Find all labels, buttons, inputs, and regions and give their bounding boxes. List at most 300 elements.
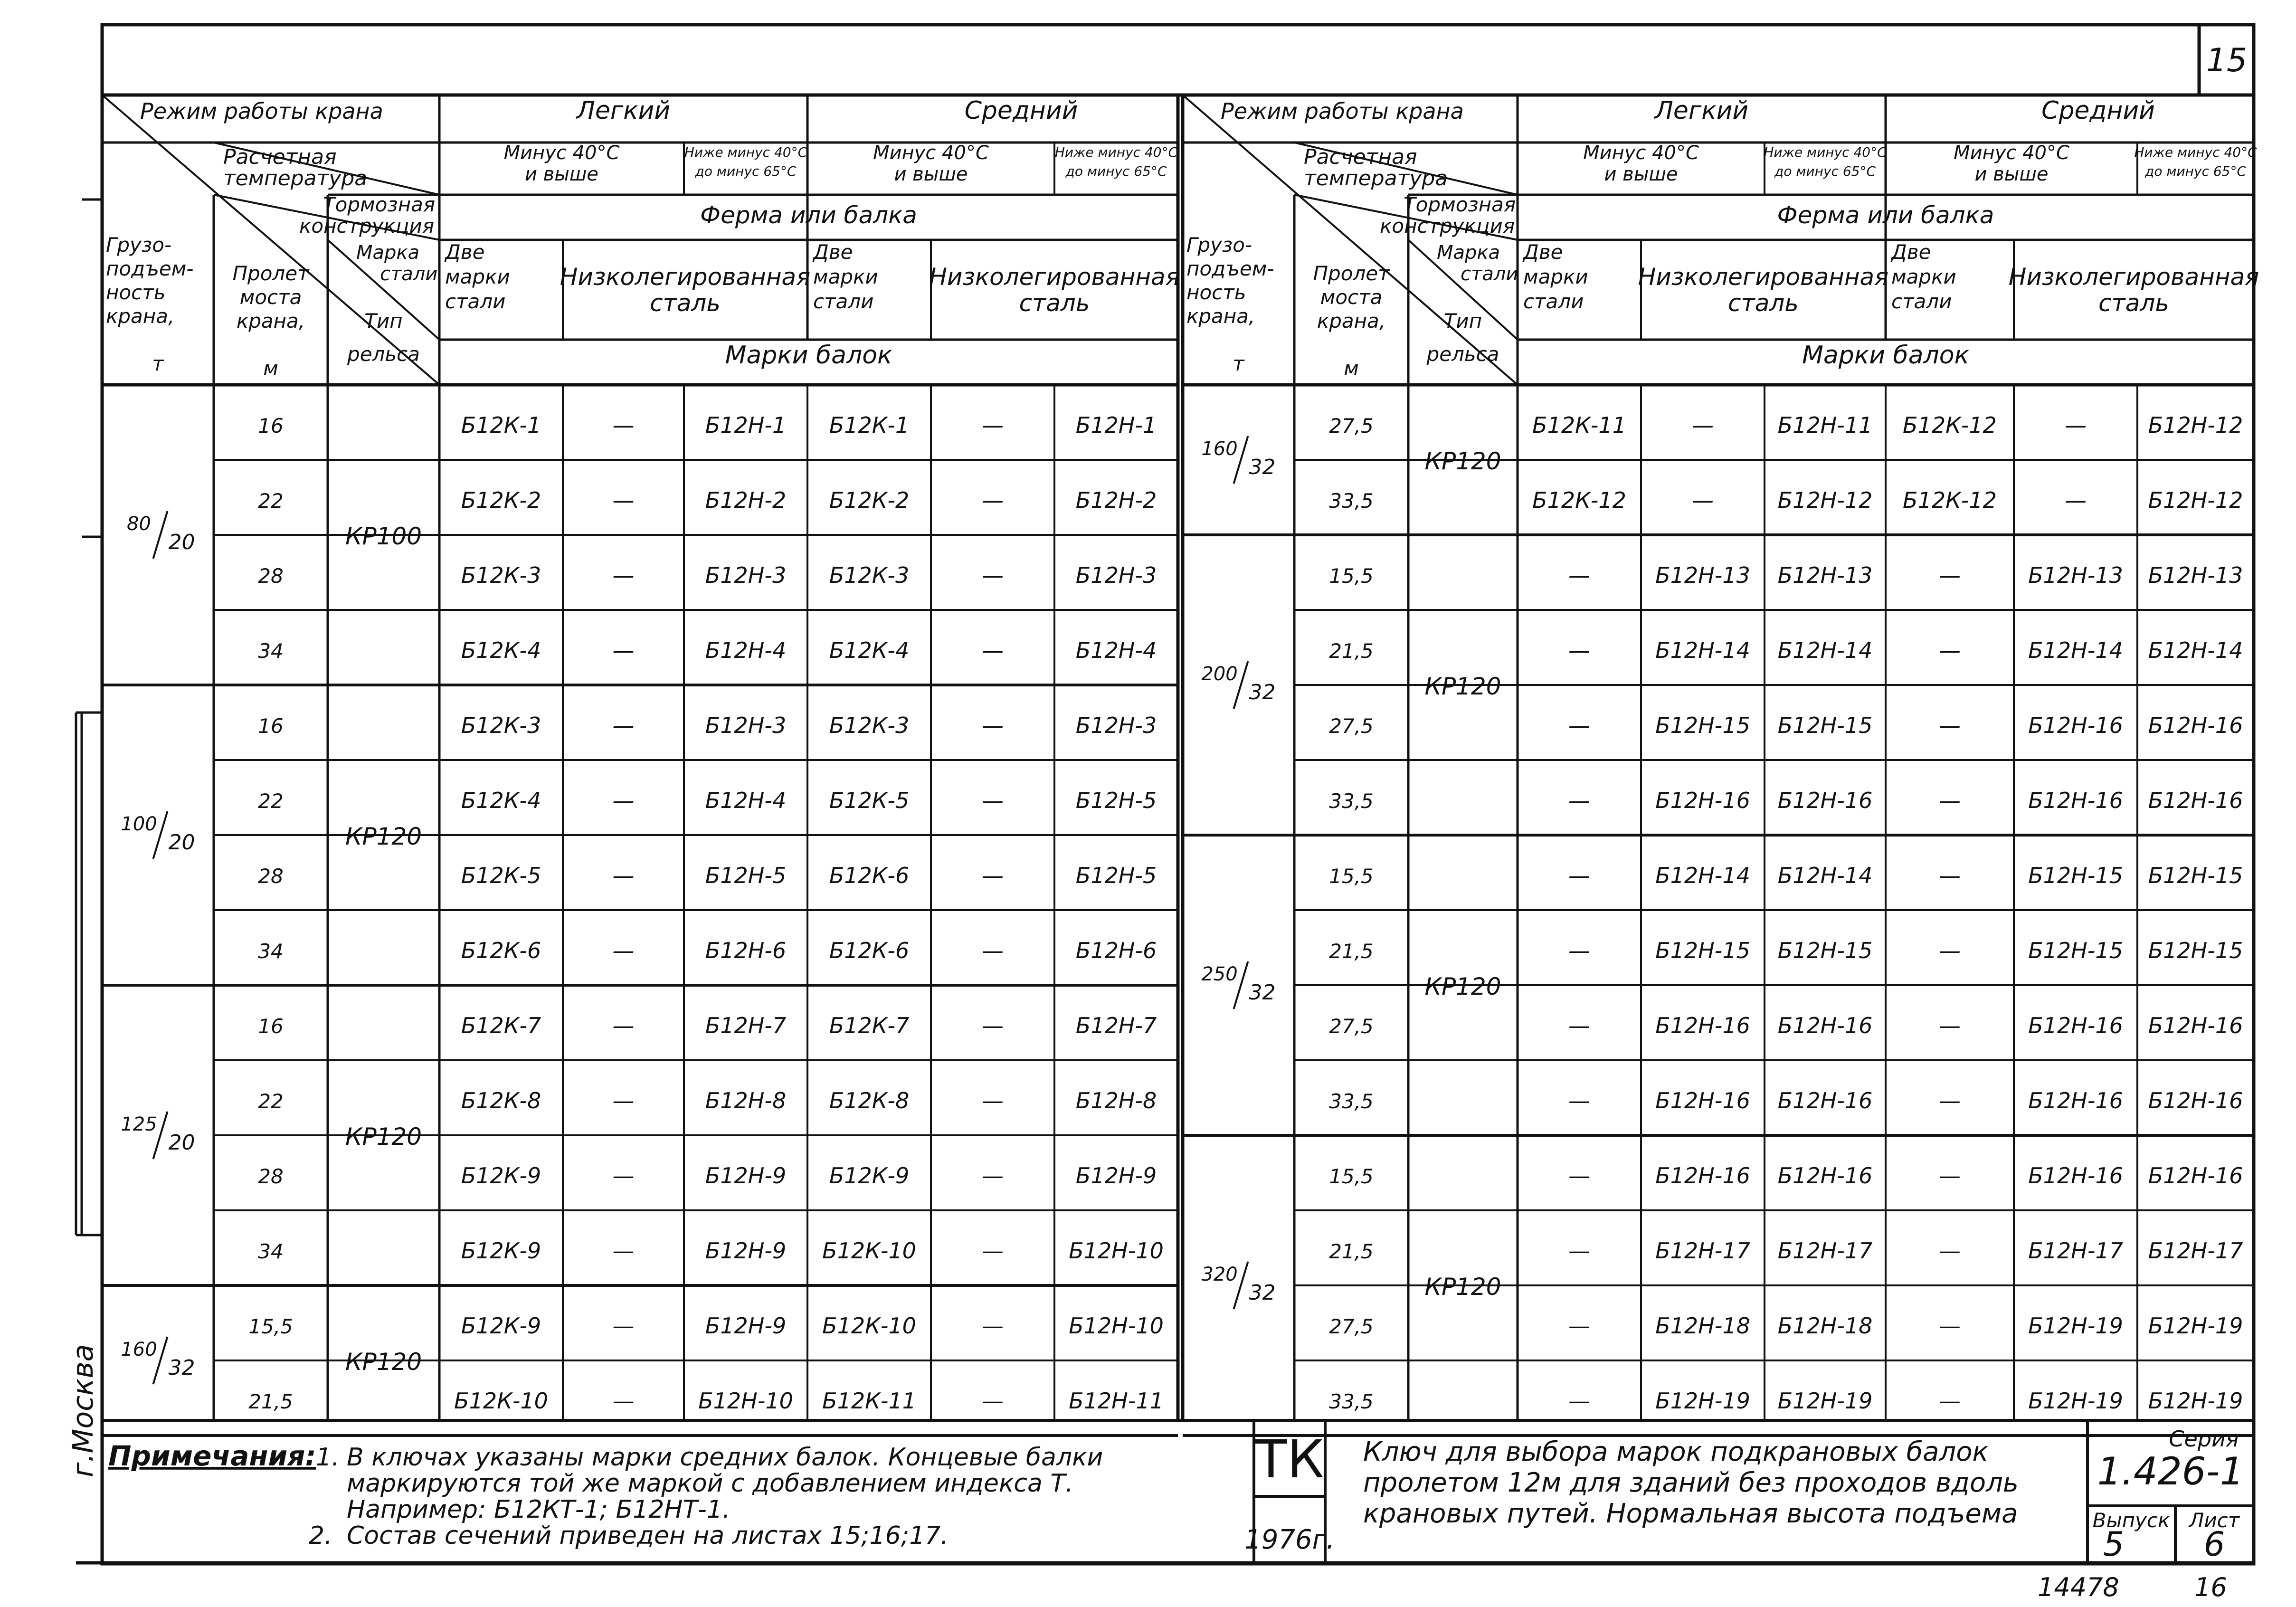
- left-beam-cell: Б12К-6: [461, 938, 541, 963]
- right-header-light: Легкий: [1654, 96, 1749, 125]
- left-span-cell: 34: [258, 1240, 284, 1263]
- left-beam-cell: —: [982, 1088, 1004, 1113]
- left-header-capacity-1: Грузо-: [106, 233, 172, 257]
- left-header-two-0-1: Две: [445, 240, 485, 264]
- left-header-span-2: моста: [239, 285, 302, 309]
- right-header-temp-40-1: Минус 40°С: [1583, 142, 1699, 164]
- right-capacity-denominator: 32: [1249, 455, 1276, 479]
- title-block: [102, 1420, 2254, 1564]
- right-span-cell: 21,5: [1329, 1240, 1374, 1263]
- right-header-two-0-2: марки: [1523, 265, 1588, 288]
- left-beam-cell: Б12К-1: [461, 412, 541, 438]
- left-beam-cell: Б12Н-8: [1075, 1088, 1157, 1113]
- right-header-low-alloy-0-1: Низколегированная: [1638, 263, 1889, 291]
- issue-label: Выпуск: [2092, 1509, 2170, 1532]
- left-beam-cell: Б12Н-4: [1075, 637, 1157, 663]
- left-beam-cell: Б12К-2: [461, 487, 541, 513]
- left-capacity-denominator: 20: [168, 830, 195, 855]
- left-span-cell: 28: [258, 564, 284, 588]
- right-beam-cell: —: [1692, 412, 1714, 438]
- left-header-two-1-2: марки: [813, 265, 878, 288]
- right-rail-type: КР120: [1424, 673, 1501, 700]
- left-beam-cell: Б12К-7: [461, 1013, 541, 1038]
- right-beam-cell: Б12Н-16: [2028, 713, 2123, 738]
- note-2-line-1: Состав сечений приведен на листах 15;16;17.: [347, 1521, 949, 1550]
- left-header-two-0-2: марки: [445, 265, 510, 288]
- drawing-title-line-1: Ключ для выбора марок подкрановых балок: [1363, 1436, 1989, 1467]
- left-beam-cell: Б12К-9: [461, 1313, 541, 1339]
- left-beam-cell: Б12Н-4: [705, 637, 787, 663]
- left-beam-cell: —: [612, 863, 635, 888]
- left-header-temp-65-3: Ниже минус 40°С: [1054, 144, 1178, 160]
- left-beam-cell: —: [612, 562, 635, 588]
- right-beam-cell: —: [1939, 1013, 1961, 1038]
- right-header-low-alloy-1-1: Низколегированная: [2008, 263, 2259, 291]
- left-beam-cell: —: [982, 487, 1004, 513]
- right-beam-cell: Б12Н-16: [2028, 1163, 2123, 1189]
- left-header-two-1-3: стали: [813, 290, 874, 313]
- right-header-steel-grade-2: стали: [1461, 263, 1518, 285]
- left-capacity-numerator: 125: [121, 1113, 157, 1135]
- right-beam-cell: Б12Н-18: [1777, 1313, 1873, 1339]
- left-beam-cell: —: [982, 1313, 1004, 1339]
- left-beam-cell: Б12К-9: [829, 1163, 910, 1189]
- left-beam-cell: Б12Н-10: [698, 1388, 793, 1414]
- left-beam-cell: Б12Н-1: [705, 412, 787, 438]
- right-beam-cell: Б12Н-19: [1655, 1388, 1750, 1414]
- right-beam-cell: Б12Н-16: [1777, 1013, 1873, 1038]
- right-header-two-1-3: стали: [1891, 290, 1952, 313]
- left-span-cell: 22: [258, 1090, 284, 1113]
- left-beam-cell: Б12К-3: [461, 713, 541, 738]
- left-span-cell: 34: [258, 940, 284, 963]
- right-span-cell: 27,5: [1329, 1015, 1374, 1038]
- right-span-cell: 27,5: [1329, 414, 1374, 437]
- left-beam-cell: Б12Н-9: [705, 1163, 787, 1189]
- right-header-low-alloy-0-2: сталь: [1728, 289, 1799, 317]
- right-beam-cell: Б12Н-15: [2028, 938, 2123, 963]
- right-beam-cell: Б12Н-16: [2148, 788, 2243, 813]
- right-beam-cell: Б12Н-16: [2028, 788, 2123, 813]
- right-beam-cell: Б12Н-16: [2148, 1163, 2243, 1189]
- right-beam-cell: Б12Н-13: [2028, 562, 2123, 588]
- left-beam-cell: —: [982, 863, 1004, 888]
- right-header-capacity-1: Грузо-: [1186, 233, 1252, 257]
- left-header-temp-65-4: до минус 65°С: [1065, 163, 1167, 179]
- left-header-span-3: крана,: [236, 309, 305, 333]
- left-capacity-denominator: 20: [168, 1131, 195, 1155]
- left-capacity-numerator: 80: [127, 513, 151, 535]
- right-beam-cell: Б12Н-19: [2028, 1388, 2123, 1414]
- right-beam-cell: —: [1568, 1013, 1590, 1038]
- left-header-temp-65-1: Ниже минус 40°С: [684, 144, 807, 160]
- right-beam-cell: —: [1939, 713, 1961, 738]
- left-span-cell: 21,5: [248, 1390, 293, 1413]
- right-span-cell: 21,5: [1329, 940, 1374, 963]
- right-beam-cell: Б12Н-17: [1777, 1238, 1873, 1264]
- right-beam-cell: —: [1939, 863, 1961, 888]
- left-beam-cell: —: [982, 1163, 1004, 1189]
- left-beam-cell: —: [982, 713, 1004, 738]
- left-beam-cell: Б12Н-6: [1075, 938, 1157, 963]
- right-header-span-3: крана,: [1317, 309, 1386, 333]
- left-beam-cell: —: [612, 1013, 635, 1038]
- left-header-two-0-3: стали: [445, 290, 506, 313]
- right-capacity-denominator: 32: [1249, 680, 1276, 704]
- note-2-number: 2.: [309, 1521, 332, 1550]
- left-header-medium: Средний: [964, 96, 1078, 125]
- left-beam-cell: Б12К-5: [829, 788, 910, 813]
- right-beam-cell: —: [1568, 1313, 1590, 1339]
- right-header-temp-65-4: до минус 65°С: [2144, 163, 2247, 179]
- left-beam-cell: —: [982, 788, 1004, 813]
- left-header-light: Легкий: [576, 96, 671, 125]
- left-header-temp-65-2: до минус 65°С: [695, 163, 797, 179]
- note-1-line-1: В ключах указаны марки средних балок. Концевые балки: [347, 1443, 1103, 1472]
- left-beam-cell: Б12Н-5: [1075, 788, 1157, 813]
- right-beam-cell: —: [1939, 1238, 1961, 1264]
- right-header-temp-65-3: Ниже минус 40°С: [2134, 144, 2257, 160]
- right-header-span-2: моста: [1320, 285, 1383, 309]
- left-span-cell: 15,5: [248, 1315, 293, 1338]
- left-beam-cell: —: [612, 1313, 635, 1339]
- right-table: [1183, 95, 2259, 1436]
- left-header-low-alloy-1-1: Низколегированная: [929, 263, 1180, 291]
- right-beam-cell: —: [1939, 1163, 1961, 1189]
- sheet-number: 15: [2206, 42, 2248, 79]
- left-beam-cell: Б12К-4: [461, 788, 541, 813]
- left-rail-type: КР120: [345, 823, 422, 850]
- left-beam-cell: Б12К-4: [461, 637, 541, 663]
- left-beam-cell: Б12Н-9: [705, 1238, 787, 1264]
- right-beam-cell: —: [1568, 788, 1590, 813]
- right-beam-cell: Б12Н-15: [1655, 713, 1750, 738]
- left-header-rail-2: рельса: [347, 342, 420, 366]
- right-span-cell: 15,5: [1329, 564, 1374, 588]
- left-header-brake-1: Тормозная: [323, 193, 436, 216]
- drawing-title-line-3: крановых путей. Нормальная высота подъема: [1363, 1498, 2018, 1529]
- right-beam-cell: Б12Н-17: [2148, 1238, 2243, 1264]
- left-beam-cell: Б12К-2: [829, 487, 910, 513]
- left-beam-cell: —: [612, 1238, 635, 1264]
- right-beam-cell: Б12Н-14: [1655, 863, 1750, 888]
- right-header-span-4: м: [1344, 357, 1359, 380]
- left-beam-cell: Б12К-3: [829, 562, 910, 588]
- right-capacity-denominator: 32: [1249, 980, 1276, 1005]
- margin-city: г.Москва: [66, 1344, 100, 1477]
- left-header-steel-grade-1: Марка: [356, 242, 420, 264]
- right-capacity-numerator: 200: [1201, 663, 1238, 685]
- left-header-capacity-5: т: [152, 352, 164, 375]
- left-header-calc-temp-2: температура: [223, 166, 368, 190]
- right-beam-cell: —: [1568, 713, 1590, 738]
- right-beam-cell: —: [1568, 1238, 1590, 1264]
- right-beam-cell: —: [1939, 1313, 1961, 1339]
- right-beam-cell: Б12К-12: [1903, 487, 1997, 513]
- right-beam-cell: —: [1939, 788, 1961, 813]
- left-capacity-numerator: 160: [121, 1339, 157, 1360]
- left-span-cell: 22: [258, 789, 284, 813]
- left-header-low-alloy-1-2: сталь: [1019, 289, 1090, 317]
- left-header-low-alloy-0-2: сталь: [650, 289, 721, 317]
- right-header-temp-65-2: до минус 65°С: [1774, 163, 1876, 179]
- right-beam-cell: Б12Н-17: [2028, 1238, 2123, 1264]
- left-header-steel-grade-2: стали: [380, 263, 438, 285]
- left-table: [102, 95, 1180, 1436]
- left-beam-cell: —: [612, 637, 635, 663]
- right-beam-cell: Б12Н-16: [2028, 1013, 2123, 1038]
- left-header-low-alloy-0-1: Низколегированная: [560, 263, 811, 291]
- right-beam-cell: —: [1568, 637, 1590, 663]
- left-beam-cell: Б12К-9: [461, 1163, 541, 1189]
- right-beam-cell: Б12Н-14: [1777, 637, 1873, 663]
- right-beam-cell: —: [1939, 1388, 1961, 1414]
- right-header-capacity-4: крана,: [1186, 304, 1255, 328]
- stamp-year: 1976г.: [1244, 1524, 1335, 1555]
- left-beam-cell: —: [612, 1088, 635, 1113]
- left-beam-cell: Б12К-4: [829, 637, 910, 663]
- right-beam-cell: —: [2065, 487, 2087, 513]
- left-beam-cell: —: [612, 412, 635, 438]
- sheet-label: Лист: [2189, 1509, 2240, 1532]
- right-header-brake-1: Тормозная: [1404, 193, 1516, 216]
- right-beam-cell: Б12Н-14: [2148, 637, 2243, 663]
- right-beam-cell: Б12Н-13: [1777, 562, 1873, 588]
- right-header-capacity-5: т: [1233, 352, 1244, 375]
- left-capacity-denominator: 20: [168, 530, 195, 554]
- left-header-two-1-1: Две: [813, 240, 853, 264]
- right-span-cell: 33,5: [1329, 1090, 1374, 1113]
- right-header-beams: Марки балок: [1802, 341, 1969, 370]
- right-beam-cell: Б12Н-16: [2148, 1013, 2243, 1038]
- right-beam-cell: —: [1568, 938, 1590, 963]
- left-beam-cell: Б12К-6: [829, 938, 910, 963]
- right-beam-cell: Б12Н-16: [1655, 1013, 1750, 1038]
- left-span-cell: 16: [258, 1015, 284, 1038]
- right-beam-cell: Б12Н-16: [1777, 1163, 1873, 1189]
- left-beam-cell: Б12К-6: [829, 863, 910, 888]
- right-header-medium: Средний: [2041, 96, 2155, 125]
- right-beam-cell: Б12Н-15: [2028, 863, 2123, 888]
- left-beam-cell: Б12Н-9: [705, 1313, 787, 1339]
- right-beam-cell: —: [1568, 1388, 1590, 1414]
- right-span-cell: 27,5: [1329, 714, 1374, 738]
- left-beam-cell: —: [612, 713, 635, 738]
- right-beam-cell: Б12Н-14: [1777, 863, 1873, 888]
- left-beam-cell: Б12Н-11: [1069, 1388, 1164, 1414]
- right-beam-cell: Б12Н-15: [2148, 863, 2243, 888]
- right-capacity-numerator: 250: [1201, 963, 1238, 985]
- left-beam-cell: —: [982, 938, 1004, 963]
- right-beam-cell: —: [1568, 863, 1590, 888]
- right-capacity-denominator: 32: [1249, 1281, 1276, 1305]
- right-header-two-1-2: марки: [1891, 265, 1956, 288]
- left-header-temp-40-2: и выше: [524, 163, 599, 185]
- left-beam-cell: Б12К-7: [829, 1013, 910, 1038]
- right-span-cell: 21,5: [1329, 639, 1374, 663]
- right-beam-cell: Б12Н-16: [1655, 1163, 1750, 1189]
- right-beam-cell: Б12Н-14: [2028, 637, 2123, 663]
- left-beam-cell: Б12Н-9: [1075, 1163, 1157, 1189]
- right-span-cell: 15,5: [1329, 865, 1374, 888]
- left-header-beams: Марки балок: [725, 341, 892, 370]
- right-header-capacity-2: подъем-: [1186, 257, 1274, 280]
- right-span-cell: 15,5: [1329, 1165, 1374, 1188]
- left-header-temp-40-1: Минус 40°С: [503, 142, 620, 164]
- left-header-truss: Ферма или балка: [700, 201, 917, 229]
- left-beam-cell: Б12Н-1: [1075, 412, 1157, 438]
- left-beam-cell: —: [982, 1238, 1004, 1264]
- handwritten-number-2: 16: [2194, 1572, 2227, 1602]
- left-beam-cell: —: [612, 487, 635, 513]
- left-capacity-denominator: 32: [168, 1356, 195, 1380]
- right-capacity-numerator: 160: [1201, 438, 1238, 460]
- left-beam-cell: Б12Н-7: [1075, 1013, 1157, 1038]
- left-header-capacity-2: подъем-: [106, 257, 194, 280]
- stamp-org: ТК: [1255, 1429, 1324, 1490]
- right-beam-cell: Б12Н-16: [2148, 1088, 2243, 1113]
- left-beam-cell: —: [612, 938, 635, 963]
- left-span-cell: 16: [258, 414, 284, 437]
- right-beam-cell: Б12Н-14: [1655, 637, 1750, 663]
- left-beam-cell: —: [982, 1013, 1004, 1038]
- left-beam-cell: —: [612, 788, 635, 813]
- left-beam-cell: Б12Н-2: [1075, 487, 1157, 513]
- notes-label: Примечания:: [108, 1440, 316, 1472]
- right-beam-cell: —: [1939, 562, 1961, 588]
- right-beam-cell: Б12Н-15: [1655, 938, 1750, 963]
- right-header-rail-2: рельса: [1426, 342, 1499, 366]
- right-beam-cell: —: [1692, 487, 1714, 513]
- left-span-cell: 28: [258, 1165, 284, 1188]
- left-beam-cell: Б12Н-3: [1075, 713, 1157, 738]
- left-beam-cell: Б12Н-2: [705, 487, 787, 513]
- right-beam-cell: Б12Н-19: [2148, 1313, 2243, 1339]
- right-beam-cell: Б12Н-19: [2028, 1313, 2123, 1339]
- right-capacity-numerator: 320: [1201, 1264, 1238, 1285]
- right-beam-cell: Б12Н-16: [1777, 1088, 1873, 1113]
- right-header-brake-2: конструкция: [1380, 214, 1515, 238]
- right-span-cell: 33,5: [1329, 1390, 1374, 1413]
- left-beam-cell: —: [612, 1388, 635, 1414]
- right-beam-cell: Б12Н-17: [1655, 1238, 1750, 1264]
- right-header-two-0-3: стали: [1523, 290, 1584, 313]
- right-beam-cell: Б12Н-16: [1777, 788, 1873, 813]
- left-beam-cell: Б12К-1: [829, 412, 910, 438]
- right-header-steel-grade-1: Марка: [1437, 242, 1500, 264]
- note-1-line-3: Например: Б12КТ-1; Б12НТ-1.: [347, 1495, 731, 1524]
- right-beam-cell: Б12Н-16: [2028, 1088, 2123, 1113]
- left-beam-cell: Б12Н-6: [705, 938, 787, 963]
- right-beam-cell: —: [2065, 412, 2087, 438]
- right-header-temp-40-4: и выше: [1974, 163, 2049, 185]
- right-header-temp-40-3: Минус 40°С: [1954, 142, 2069, 164]
- left-beam-cell: Б12Н-10: [1069, 1313, 1164, 1339]
- left-header-calc-temp-1: Расчетная: [223, 145, 337, 169]
- right-span-cell: 33,5: [1329, 789, 1374, 813]
- rule-line: [153, 511, 168, 559]
- right-beam-cell: —: [1568, 1163, 1590, 1189]
- right-header-rail-1: Тип: [1443, 309, 1482, 333]
- right-beam-cell: Б12Н-16: [1655, 788, 1750, 813]
- right-beam-cell: Б12Н-15: [1777, 713, 1873, 738]
- left-beam-cell: —: [982, 1388, 1004, 1414]
- handwritten-number-1: 14478: [2038, 1572, 2119, 1602]
- left-span-cell: 34: [258, 639, 284, 663]
- right-rail-type: КР120: [1424, 973, 1501, 1000]
- right-header-capacity-3: ность: [1186, 281, 1246, 304]
- right-header-calc-temp-1: Расчетная: [1304, 145, 1417, 169]
- left-beam-cell: Б12К-8: [461, 1088, 541, 1113]
- left-span-cell: 28: [258, 865, 284, 888]
- issue-value: 5: [2103, 1525, 2125, 1564]
- right-header-temp-40-2: и выше: [1604, 163, 1678, 185]
- left-beam-cell: Б12Н-10: [1069, 1238, 1164, 1264]
- right-beam-cell: Б12Н-18: [1655, 1313, 1750, 1339]
- right-beam-cell: Б12Н-16: [1655, 1088, 1750, 1113]
- right-beam-cell: —: [1568, 562, 1590, 588]
- drawing-title-line-2: пролетом 12м для зданий без проходов вдоль: [1363, 1467, 2019, 1498]
- right-beam-cell: Б12Н-16: [2148, 713, 2243, 738]
- left-beam-cell: Б12Н-4: [705, 788, 787, 813]
- left-beam-cell: Б12К-10: [822, 1238, 916, 1264]
- left-header-rail-1: Тип: [364, 309, 403, 333]
- left-header-brake-2: конструкция: [299, 214, 435, 238]
- left-beam-cell: Б12Н-8: [705, 1088, 787, 1113]
- left-header-span-1: Пролет: [232, 262, 309, 285]
- right-beam-cell: —: [1568, 1088, 1590, 1113]
- right-beam-cell: —: [1939, 637, 1961, 663]
- right-beam-cell: Б12К-12: [1532, 487, 1626, 513]
- left-beam-cell: —: [982, 412, 1004, 438]
- left-beam-cell: Б12К-9: [461, 1238, 541, 1264]
- left-beam-cell: —: [612, 1163, 635, 1189]
- left-beam-cell: Б12Н-5: [705, 863, 787, 888]
- right-beam-cell: Б12Н-11: [1777, 412, 1873, 438]
- left-span-cell: 16: [258, 714, 284, 738]
- right-beam-cell: Б12Н-13: [2148, 562, 2243, 588]
- right-rail-type: КР120: [1424, 1273, 1501, 1301]
- right-header-span-1: Пролет: [1313, 262, 1390, 285]
- binding-marks: [76, 200, 102, 1235]
- right-beam-cell: Б12Н-15: [1777, 938, 1873, 963]
- series-label: Серия: [2169, 1426, 2239, 1452]
- left-beam-cell: —: [982, 637, 1004, 663]
- right-beam-cell: —: [1939, 938, 1961, 963]
- right-rail-type: КР120: [1424, 447, 1501, 475]
- left-capacity-numerator: 100: [121, 813, 157, 835]
- left-beam-cell: Б12Н-5: [1075, 863, 1157, 888]
- right-beam-cell: —: [1939, 1088, 1961, 1113]
- left-beam-cell: Б12К-11: [822, 1388, 916, 1414]
- right-beam-cell: Б12К-12: [1903, 412, 1997, 438]
- right-header-mode: Режим работы крана: [1221, 98, 1464, 124]
- left-header-capacity-3: ность: [106, 281, 166, 304]
- left-header-capacity-4: крана,: [106, 304, 175, 328]
- left-beam-cell: —: [982, 562, 1004, 588]
- left-beam-cell: Б12Н-7: [705, 1013, 787, 1038]
- series-value: 1.426-1: [2097, 1449, 2244, 1493]
- left-beam-cell: Б12Н-3: [1075, 562, 1157, 588]
- left-beam-cell: Б12К-10: [454, 1388, 548, 1414]
- left-beam-cell: Б12Н-3: [705, 713, 787, 738]
- right-beam-cell: Б12К-11: [1532, 412, 1626, 438]
- right-header-low-alloy-1-2: сталь: [2098, 289, 2169, 317]
- right-beam-cell: Б12Н-19: [1777, 1388, 1873, 1414]
- left-beam-cell: Б12К-3: [829, 713, 910, 738]
- right-beam-cell: Б12Н-12: [2148, 412, 2243, 438]
- left-rail-type: КР120: [345, 1348, 422, 1376]
